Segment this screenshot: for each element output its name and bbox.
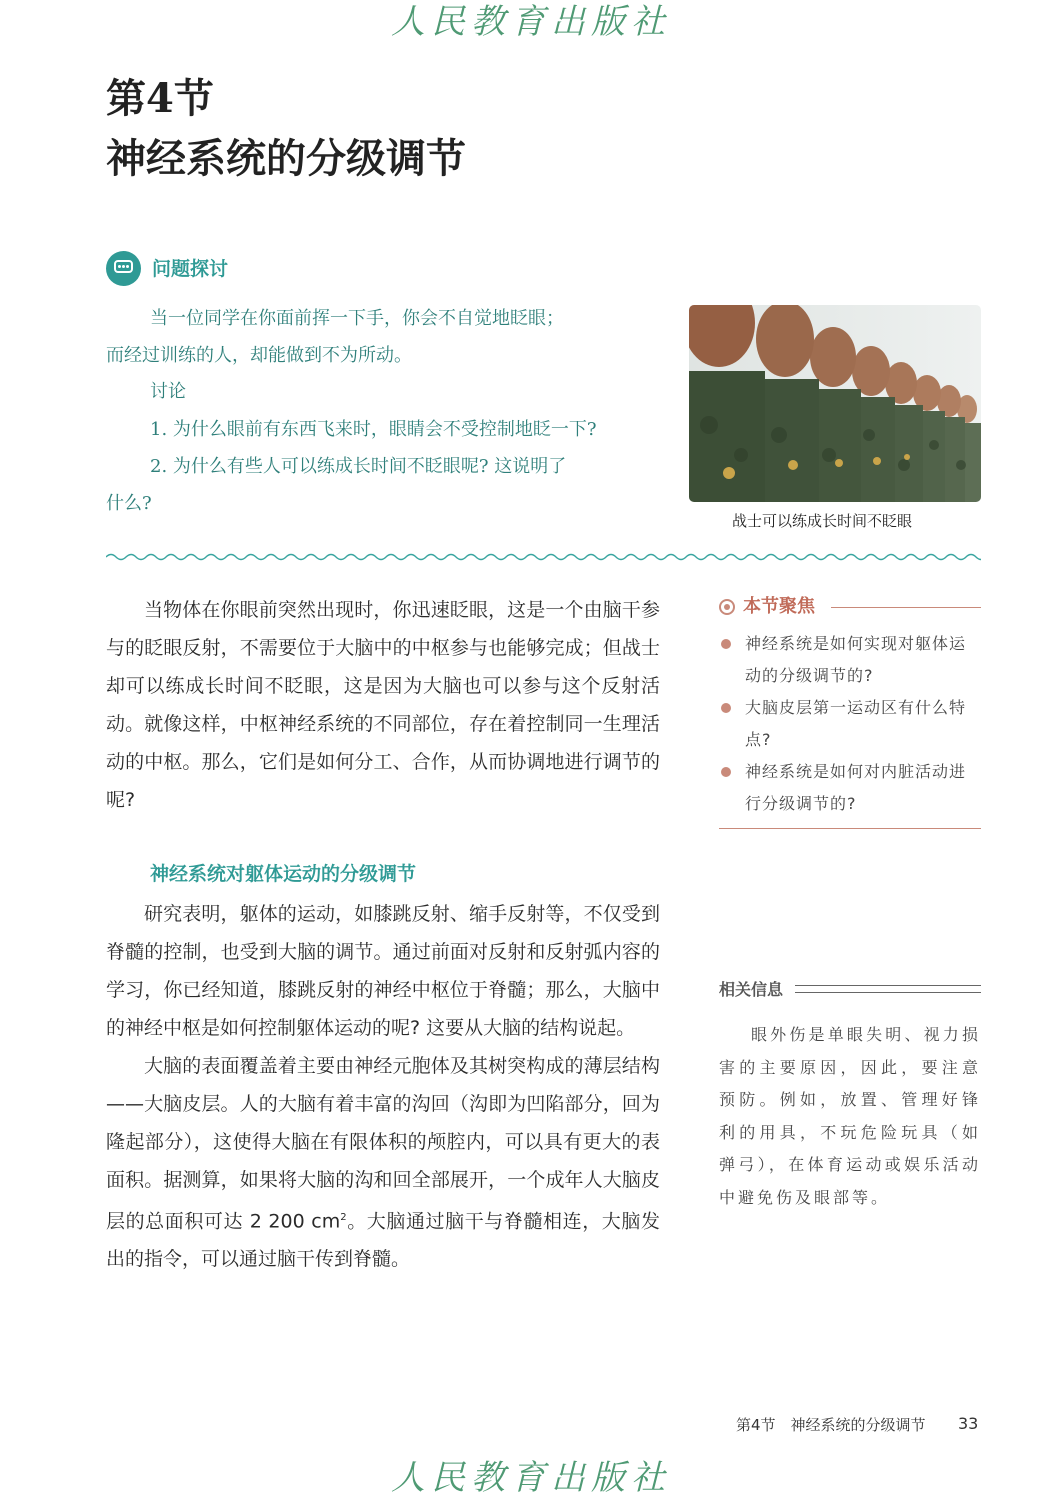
focus-box-title: 本节聚焦 — [743, 596, 815, 617]
focus-item — [719, 756, 981, 820]
wavy-divider — [106, 551, 981, 563]
discussion-icon — [106, 251, 141, 286]
info-text: 眼外伤是单眼失明、视力损害的主要原因，因此，要注意预防。例如，放置、管理好锋利的用具，不玩危险玩具（如弹弓），在体育运动或娱乐活动中避免伤及眼部等。 — [719, 1025, 981, 1207]
soldiers-photo — [689, 305, 981, 502]
focus-box-header — [719, 595, 981, 619]
superscript-2: 2 — [340, 1212, 347, 1223]
focus-item-text: 神经系统是如何对内脏活动进行分级调节的? — [745, 762, 967, 813]
publisher-logo-top: 人民教育出版社 — [391, 2, 671, 42]
focus-item — [719, 628, 981, 692]
section-heading: 神经系统对躯体运动的分级调节 — [150, 863, 417, 885]
bullet-icon — [721, 767, 731, 777]
discussion-question-2-line1: 2. 为什么有些人可以练成长时间不眨眼呢? 这说明了 — [150, 456, 567, 477]
target-icon — [719, 599, 735, 615]
paragraph-2-text: 大脑的表面覆盖着主要由神经元胞体及其树突构成的薄层结构——大脑皮层。人的大脑有着丰富的沟回（沟即为凹陷部分，回为隆起部分），这使得大脑在有限体积的颅腔内，可以具有更大的表面积。据测算，如果将大脑的沟和回全部展开，一个成年人大脑皮层的总面积可达 2 200 cm — [106, 1055, 660, 1233]
bullet-icon — [721, 703, 731, 713]
footer-running-title: 第4节 神经系统的分级调节 — [736, 1416, 926, 1434]
focus-rule — [831, 607, 981, 608]
info-box-text — [719, 1019, 981, 1214]
chapter-number: 第4节 — [106, 75, 214, 122]
page-number: 33 — [958, 1414, 979, 1433]
discussion-question-1: 1. 为什么眼前有东西飞来时，眼睛会不受控制地眨一下? — [150, 419, 597, 440]
paragraph-2-tail: 。大脑通过脑干与脊髓相连，大脑发出的指令，可以通过脑干传到脊髓。 — [106, 1210, 660, 1271]
intro-paragraph — [106, 591, 660, 819]
section-paragraph-2 — [106, 1047, 660, 1278]
photo-caption: 战士可以练成长时间不眨眼 — [731, 512, 912, 530]
chapter-title: 神经系统的分级调节 — [106, 135, 466, 182]
discussion-question-2-line2: 什么? — [106, 493, 152, 514]
focus-box-bottom-rule — [719, 828, 981, 829]
info-box-title: 相关信息 — [719, 980, 784, 999]
info-box-header — [719, 979, 981, 1003]
section-paragraph-1: 研究表明，躯体的运动，如膝跳反射、缩手反射等，不仅受到脊髓的控制，也受到大脑的调节。通过前面对反射和反射弧内容的学习，你已经知道，膝跳反射的神经中枢位于脊髓；那么，大脑中的神经中枢是如何控制躯体运动的呢? 这要从大脑的结构说起。 — [106, 903, 660, 1039]
bullet-icon — [721, 639, 731, 649]
publisher-logo-bottom: 人民教育出版社 — [391, 1458, 671, 1498]
focus-item-text: 大脑皮层第一运动区有什么特点? — [745, 698, 967, 749]
focus-item-text: 神经系统是如何实现对躯体运动的分级调节的? — [745, 634, 967, 685]
discuss-label: 讨论 — [150, 381, 186, 402]
section-body — [106, 895, 660, 1278]
focus-list — [719, 628, 981, 820]
question-heading: 问题探讨 — [152, 258, 229, 280]
intro-paragraph-text: 当物体在你眼前突然出现时，你迅速眨眼，这是一个由脑干参与的眨眼反射，不需要位于大脑中的中枢参与也能够完成；但战士却可以练成长时间不眨眼，这是因为大脑也可以参与这个反射活动。就像这样，中枢神经系统的不同部位，存在着控制同一生理活动的中枢。那么，它们是如何分工、合作，从而协调地进行调节的呢? — [106, 599, 660, 811]
info-double-rule — [795, 985, 981, 993]
focus-item — [719, 692, 981, 756]
question-intro-line2: 而经过训练的人，却能做到不为所动。 — [106, 345, 412, 366]
question-intro-line1: 当一位同学在你面前挥一下手，你会不自觉地眨眼； — [150, 308, 564, 329]
